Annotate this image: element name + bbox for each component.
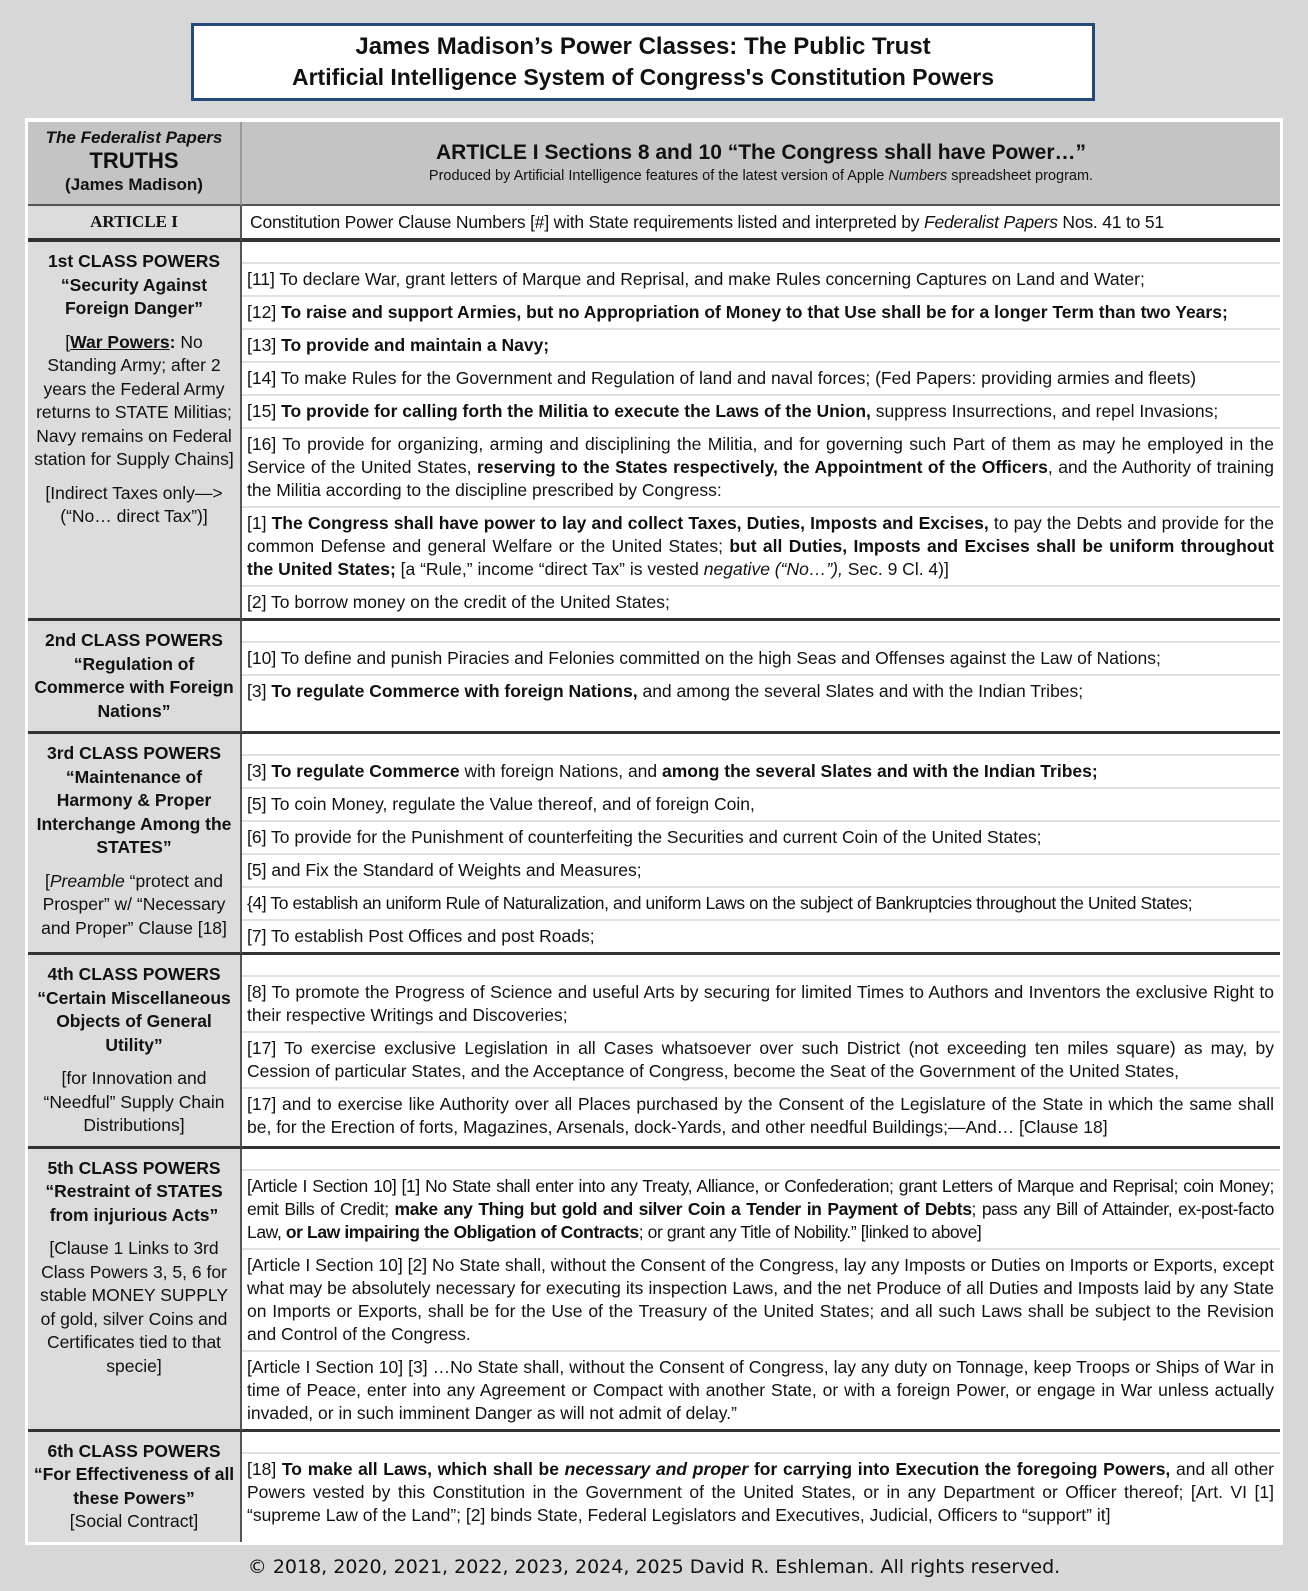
text-segment: [a “Rule,” income “direct Tax” is vested [395,559,704,579]
clauses-cell-1 [242,242,1280,621]
subheader-text-end: Nos. 41 to 51 [1057,212,1164,232]
clause-row [242,1033,1280,1089]
text-segment: To provide for calling forth the Militia to execute the Laws of the Union, [281,401,871,421]
class-name: “Security Against Foreign Danger” [60,274,208,318]
class-cell-2 [28,621,242,734]
class-note [32,331,236,472]
header-james-madison: (James Madison) [65,175,203,194]
text-segment: ; or grant any Title of Nobility.” [linked to above] [638,1221,982,1242]
header-truths: TRUTHS [89,148,179,173]
text-segment: Preamble [49,870,125,891]
text-segment: To raise and support Armies, but no Appropriation of Money to that Use shall be for a longer Term than two Years; [281,302,1228,322]
text-segment: make any Thing but gold and silver Coin a Tender in Payment of Debts [394,1198,972,1219]
blank-row [242,955,1280,977]
text-segment: : [169,331,176,352]
text-segment: To regulate Commerce [271,761,460,781]
clause-row [242,330,1280,363]
text-segment: [15] [247,401,282,421]
clause-row [242,1352,1280,1429]
blank-row [242,734,1280,756]
clause-row [242,676,1280,707]
clauses-cell-2 [242,621,1280,734]
text-segment: [7] To establish Post Offices and post Roads; [247,926,595,946]
class-name: “For Effectiveness of all these Powers” [33,1464,235,1508]
text-segment: “protect and Prosper” w/ “Necessary and Proper” Clause [18] [41,870,227,938]
title-box [191,23,1095,101]
text-segment: [17] and to exercise like Authority over all Places purchased by the Consent of the Legislature of the State in which the same shall be, for the Erection of forts, Magazines, Arsenals, dock-Yards, and other needful Buildings;—And… [Clause 18] [247,1094,1274,1137]
text-segment: [3] [247,761,272,781]
clauses-cell-3 [242,734,1280,955]
text-segment: To provide and maintain a Navy; [281,335,550,355]
text-segment: [ [65,331,71,352]
text-segment: with foreign Nations, and [459,761,663,781]
subtitle-text: Produced by Artificial Intelligence features of the latest version of Apple [428,168,889,184]
class-title: 4th CLASS POWERS [47,964,221,984]
class-name: “Certain Miscellaneous Objects of General Utility” [37,987,231,1055]
clauses-cell-6 [242,1432,1280,1542]
powers-table [25,118,1283,1545]
subheader-federalist: Federalist Papers [924,212,1058,232]
clauses-cell-5 [242,1149,1280,1432]
class-title: 6th CLASS POWERS [47,1440,221,1461]
text-segment: [12] [247,302,282,322]
text-segment: {4] To establish an uniform Rule of Naturalization, and uniform Laws on the subject of Bankruptcies throughout the United States; [247,893,1193,913]
subtitle-text-end: spreadsheet program. [947,168,1094,184]
class-name: “Regulation of Commerce with Foreign Nations” [34,653,234,721]
clause-row [242,396,1280,429]
text-segment: [Indirect Taxes only—> (“No… direct Tax”)] [45,482,223,526]
text-segment: [10] To define and punish Piracies and Felonies committed on the high Seas and Offenses against the Law of Nations; [247,648,1161,668]
header-article-title: ARTICLE I Sections 8 and 10 “The Congress shall have Power…” [435,141,1086,164]
class-name: “Restraint of STATES from injurious Acts” [45,1181,223,1225]
text-segment: The Congress shall have power to lay and collect Taxes, Duties, Imposts and Excises, [271,513,989,533]
clause-row [242,855,1280,888]
class-name: “Maintenance of Harmony & Proper Interchange Among the STATES” [36,766,232,857]
text-segment: [17] To exercise exclusive Legislation in all Cases whatsoever over such District (not exceeding ten miles square) as may, by Cession of particular States, and the Acceptance of Congress, become the Seat of the Government of the United States, [247,1038,1274,1081]
class-title: 3rd CLASS POWERS [46,743,222,763]
text-segment: [ [44,870,50,891]
text-segment: [16] To provide for organizing, arming and disciplining the Militia, and for governing such Part of them as may he employed in the Service of the United States, [247,434,1274,477]
text-segment: [Article I Section 10] [1] No State shall enter into any Treaty, Alliance, or Confederation; grant Letters of Marque and Reprisal; coin Money; emit Bills of Credit; [247,1175,1274,1219]
class-cell-6 [28,1432,242,1542]
text-segment: ; pass any Bill of Attainder, ex-post-facto Law, [247,1198,1274,1242]
clause-row [242,1250,1280,1352]
class-cell-1 [28,242,242,621]
subtitle-numbers: Numbers [888,168,948,184]
clause-row [242,297,1280,330]
text-segment: [Clause 1 Links to 3rd Class Powers 3, 5, 6 for stable MONEY SUPPLY of gold, silver Coins and Certificates tied to that specie] [39,1238,229,1376]
text-segment: suppress Insurrections, and repel Invasions; [870,401,1219,421]
text-segment: for carrying into Execution the foregoing Powers, [748,1458,1171,1479]
blank-row [242,1432,1280,1454]
text-segment: and all other Powers vested by this Constitution in the Government of the United States, or in any Department or Officer thereof; [Art. VI [1] “supreme Law of the Land”; [2] binds State, Federal Legislators and Executives, Judicial, Officers to “support” it] [247,1458,1275,1525]
text-segment: , and the Authority of training the Militia according to the discipline prescribed by Congress: [247,457,1274,500]
class-cell-3 [28,734,242,955]
clause-row [242,1089,1280,1143]
text-segment: To regulate Commerce with foreign Nations, [271,681,638,701]
text-segment: or Law impairing the Obligation of Contracts [285,1221,639,1242]
class-cell-4 [28,955,242,1149]
class-note [32,870,236,941]
clause-row [242,756,1280,789]
text-segment: [14] To make Rules for the Government and Regulation of land and naval forces; (Fed Papers: providing armies and fleets) [247,368,1197,388]
clauses-cell-4 [242,955,1280,1149]
text-segment: reserving to the States respectively, the Appointment of the Officers [476,457,1048,477]
text-segment: [8] To promote the Progress of Science and useful Arts by securing for limited Times to Authors and Inventors the exclusive Right to their respective Writings and Discoveries; [247,982,1274,1025]
text-segment: [2] To borrow money on the credit of the United States; [247,592,670,612]
clause-row [242,264,1280,297]
text-segment: [3] [247,681,272,701]
clause-row [242,1171,1280,1250]
clause-row [242,977,1280,1033]
clause-row [242,508,1280,587]
class-title: 1st CLASS POWERS [47,251,221,271]
text-segment: negative (“No…”), [703,559,843,579]
text-segment: [18] [247,1458,282,1479]
text-segment: [11] To declare War, grant letters of Marque and Reprisal, and make Rules concerning Captures on Land and Water; [247,269,1145,289]
clause-row [242,921,1280,952]
clause-row [242,587,1280,618]
clause-row [242,888,1280,921]
class-title: 2nd CLASS POWERS [45,630,223,650]
text-segment: to pay the Debts and provide for the common Defense and general Welfare or the United States; [247,513,1274,556]
clause-row [242,429,1280,508]
text-segment: [5] To coin Money, regulate the Value thereof, and of foreign Coin, [247,794,755,814]
title-main: James Madison’s Power Classes: The Public Trust [355,33,931,60]
text-segment: Sec. 9 Cl. 4)] [842,559,949,579]
text-segment: No Standing Army; after 2 years the Federal Army returns to STATE Militias; Navy remains on Federal station for Supply Chains] [34,331,234,469]
text-segment: among the several Slates and with the Indian Tribes; [662,761,1098,781]
powers-grid [28,122,1280,1542]
clause-row [242,789,1280,822]
text-segment: War Powers [70,331,170,352]
clause-row [242,822,1280,855]
copyright-notice: © 2018, 2020, 2021, 2022, 2023, 2024, 2025 David R. Eshleman. All rights reserved. [247,1555,1061,1578]
header-right-cell [242,122,1280,206]
text-segment: and among the several Slates and with the Indian Tribes; [637,681,1084,701]
text-segment: [Article I Section 10] [3] …No State shall, without the Consent of Congress, lay any duty on Tonnage, keep Troops or Ships of War in time of Peace, enter into any Agreement or Compact with another State, or with a foreign Power, or engage in War unless actually invaded, or in such imminent Danger as will not admit of delay.” [247,1356,1274,1423]
subheader-description [242,206,1280,242]
text-segment: [13] [247,335,282,355]
class-cell-5 [28,1149,242,1432]
class-title: 5th CLASS POWERS [47,1157,221,1178]
header-federalist-papers: The Federalist Papers [45,128,223,147]
text-segment: [5] and Fix the Standard of Weights and Measures; [247,860,642,880]
class-note [32,482,236,529]
header-article-subtitle [246,166,1276,186]
text-segment: [1] [247,513,272,533]
clause-row [242,643,1280,676]
text-segment: but all Duties, Imposts and Excises shall be uniform throughout the United States; [247,536,1274,579]
blank-row [242,621,1280,643]
text-segment: [for Innovation and “Needful” Supply Chain Distributions] [43,1068,225,1135]
title-subtitle: Artificial Intelligence System of Congress's Constitution Powers [292,64,994,90]
text-segment: necessary and proper [564,1458,749,1479]
subheader-text: Constitution Power Clause Numbers [#] with State requirements listed and interpreted by [250,212,924,232]
class-note [32,1067,236,1138]
class-note: [Social Contract] [69,1511,199,1531]
subheader-article-label: ARTICLE I [28,206,242,242]
blank-row [242,242,1280,264]
header-left-cell [28,122,242,206]
clause-row [242,363,1280,396]
text-segment: To make all Laws, which shall be [281,1458,565,1479]
class-note [32,1237,236,1378]
blank-row [242,1149,1280,1171]
text-segment: [6] To provide for the Punishment of counterfeiting the Securities and current Coin of the United States; [247,827,1042,847]
clause-row [242,1454,1280,1531]
text-segment: [Article I Section 10] [2] No State shall, without the Consent of the Congress, lay any Imposts or Duties on Imports or Exports, except what may be absolutely necessary for executing its inspection Laws, and the net Produce of all Duties and Imposts laid by any State on Imports or Exports, shall be for the Use of the Treasury of the United States; and all such Laws shall be subject to the Revision and Control of the Congress. [247,1254,1274,1344]
